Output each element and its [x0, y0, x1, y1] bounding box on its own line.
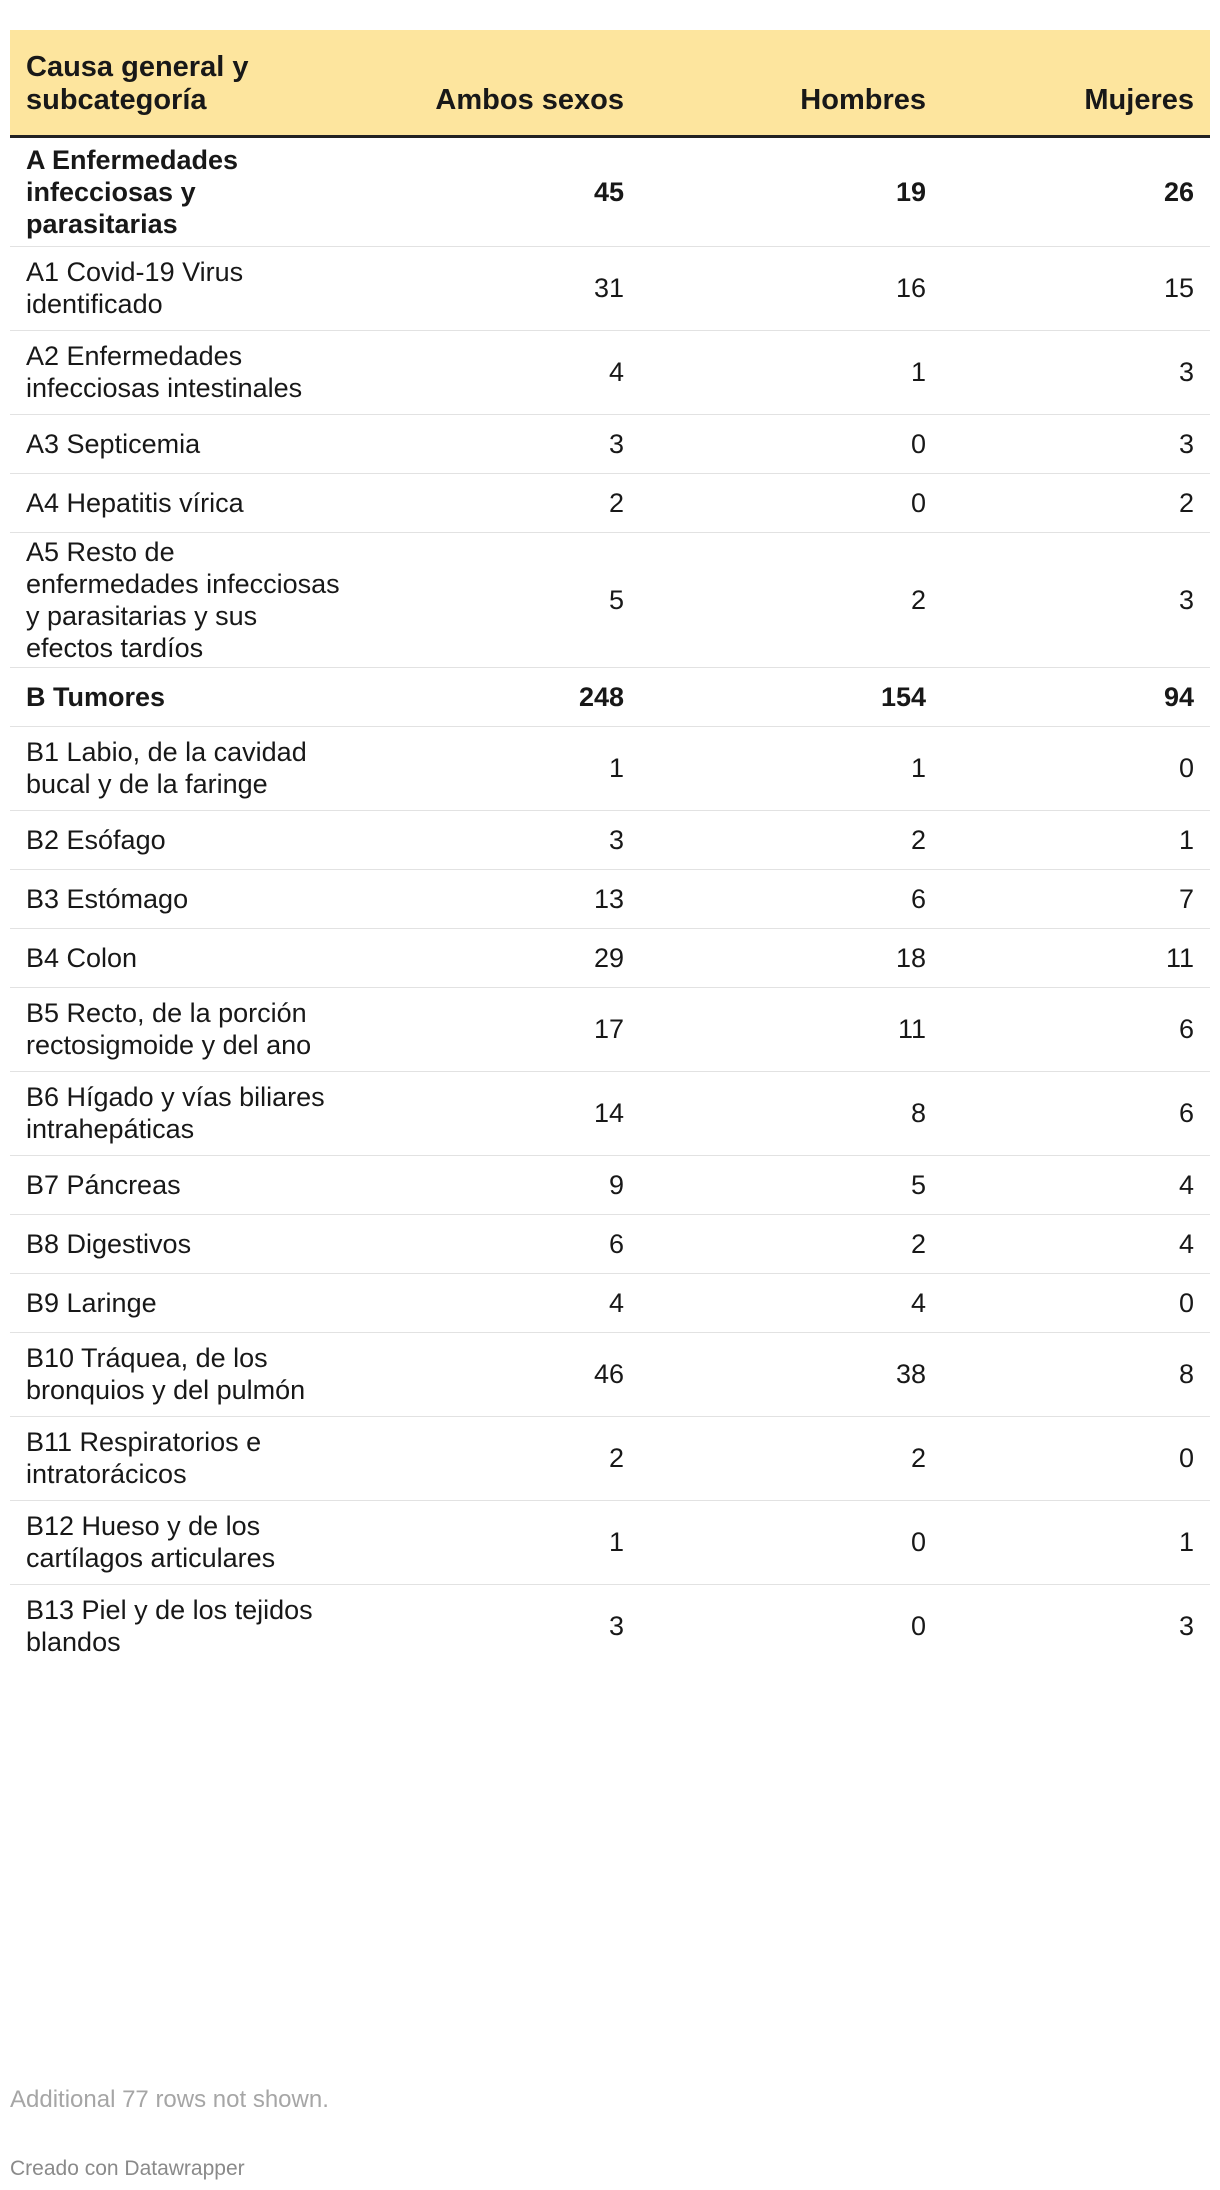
- both-sexes-cell: 1: [356, 1500, 640, 1584]
- both-sexes-cell: 3: [356, 414, 640, 473]
- women-cell: 3: [942, 532, 1210, 667]
- cause-cell: B1 Labio, de la cavidad bucal y de la faringe: [10, 726, 356, 810]
- column-header-cause[interactable]: Causa general y subcategoría: [10, 30, 356, 136]
- both-sexes-cell: 46: [356, 1332, 640, 1416]
- both-sexes-cell: 13: [356, 869, 640, 928]
- men-cell: 154: [640, 667, 942, 726]
- women-cell: 6: [942, 987, 1210, 1071]
- table-body: [10, 136, 1210, 1668]
- cause-cell: A1 Covid-19 Virus identificado: [10, 246, 356, 330]
- table-row: [10, 330, 1210, 414]
- men-cell: 2: [640, 1416, 942, 1500]
- data-table: [10, 30, 1210, 1668]
- women-cell: 1: [942, 810, 1210, 869]
- cause-cell: B5 Recto, de la porción rectosigmoide y del ano: [10, 987, 356, 1071]
- women-cell: 26: [942, 136, 1210, 246]
- cause-cell: B12 Hueso y de los cartílagos articulares: [10, 1500, 356, 1584]
- datawrapper-credit[interactable]: Creado con Datawrapper: [10, 2157, 245, 2180]
- header-row: [10, 30, 1210, 136]
- cause-cell: B13 Piel y de los tejidos blandos: [26, 1595, 313, 1658]
- table-row: [10, 726, 1210, 810]
- both-sexes-cell: 4: [356, 330, 640, 414]
- women-cell: 94: [942, 667, 1210, 726]
- women-cell: 15: [942, 246, 1210, 330]
- men-cell: 1: [640, 330, 942, 414]
- men-cell: 8: [640, 1071, 942, 1155]
- category-row: [10, 136, 1210, 246]
- column-header-both-sexes[interactable]: Ambos sexos: [356, 30, 640, 136]
- both-sexes-cell: 4: [356, 1273, 640, 1332]
- both-sexes-cell: 9: [356, 1155, 640, 1214]
- table-row: [10, 1273, 1210, 1332]
- column-header-men[interactable]: Hombres: [640, 30, 942, 136]
- men-cell: 5: [640, 1155, 942, 1214]
- women-cell: 4: [942, 1214, 1210, 1273]
- both-sexes-cell: 31: [356, 246, 640, 330]
- women-cell: 2: [942, 473, 1210, 532]
- cause-cell: A3 Septicemia: [10, 414, 356, 473]
- cause-cell: B4 Colon: [10, 928, 356, 987]
- column-header-women[interactable]: Mujeres: [942, 30, 1210, 136]
- women-cell: 1: [942, 1500, 1210, 1584]
- table-header: [10, 30, 1210, 136]
- women-cell: 3: [942, 414, 1210, 473]
- cause-cell: A5 Resto de enfermedades infecciosas y parasitarias y sus efectos tardíos: [10, 532, 356, 667]
- women-cell: 11: [942, 928, 1210, 987]
- rows-not-shown-note: Additional 77 rows not shown.: [10, 2086, 329, 2113]
- men-cell: 11: [640, 987, 942, 1071]
- cause-cell: B3 Estómago: [10, 869, 356, 928]
- table-row: [10, 1332, 1210, 1416]
- table-row: [10, 532, 1210, 667]
- table-row: [10, 473, 1210, 532]
- table-row: [10, 1584, 1210, 1668]
- table-row: [10, 414, 1210, 473]
- both-sexes-cell: 29: [356, 928, 640, 987]
- table-row: [10, 810, 1210, 869]
- table-row: [10, 987, 1210, 1071]
- cause-cell: B9 Laringe: [10, 1273, 356, 1332]
- cause-cell: B11 Respiratorios e intratorácicos: [10, 1416, 356, 1500]
- cause-cell: A4 Hepatitis vírica: [10, 473, 356, 532]
- table-row: [10, 1416, 1210, 1500]
- table-row: [10, 869, 1210, 928]
- men-cell: 2: [640, 810, 942, 869]
- table-row: [10, 928, 1210, 987]
- table-row: [10, 1500, 1210, 1584]
- table-row: [10, 1155, 1210, 1214]
- men-cell: 0: [640, 473, 942, 532]
- both-sexes-cell: 1: [356, 726, 640, 810]
- women-cell: 3: [942, 330, 1210, 414]
- men-cell: 18: [640, 928, 942, 987]
- women-cell: 0: [942, 1416, 1210, 1500]
- men-cell: 2: [640, 1214, 942, 1273]
- women-cell: 0: [942, 726, 1210, 810]
- cause-cell: B8 Digestivos: [10, 1214, 356, 1273]
- both-sexes-cell: 5: [356, 532, 640, 667]
- men-cell: 4: [640, 1273, 942, 1332]
- both-sexes-cell: 2: [356, 1416, 640, 1500]
- both-sexes-cell: 3: [608, 1611, 624, 1642]
- women-cell: 6: [942, 1071, 1210, 1155]
- both-sexes-cell: 6: [356, 1214, 640, 1273]
- cause-cell: B10 Tráquea, de los bronquios y del pulmón: [10, 1332, 356, 1416]
- both-sexes-cell: 17: [356, 987, 640, 1071]
- women-cell: 3: [1178, 1611, 1194, 1642]
- women-cell: 7: [942, 869, 1210, 928]
- both-sexes-cell: 14: [356, 1071, 640, 1155]
- cause-cell: B6 Hígado y vías biliares intrahepáticas: [10, 1071, 356, 1155]
- cause-cell: A Enfermedades infecciosas y parasitarias: [10, 136, 356, 246]
- men-cell: 0: [640, 414, 942, 473]
- men-cell: 16: [640, 246, 942, 330]
- women-cell: 4: [942, 1155, 1210, 1214]
- men-cell: 0: [910, 1611, 926, 1642]
- table-row: [10, 1214, 1210, 1273]
- women-cell: 8: [942, 1332, 1210, 1416]
- both-sexes-cell: 248: [356, 667, 640, 726]
- cause-cell: B7 Páncreas: [10, 1155, 356, 1214]
- men-cell: 19: [640, 136, 942, 246]
- cause-cell: A2 Enfermedades infecciosas intestinales: [10, 330, 356, 414]
- men-cell: 2: [640, 532, 942, 667]
- men-cell: 6: [640, 869, 942, 928]
- men-cell: 0: [640, 1500, 942, 1584]
- cause-cell: B Tumores: [10, 667, 356, 726]
- both-sexes-cell: 2: [356, 473, 640, 532]
- both-sexes-cell: 3: [356, 810, 640, 869]
- cause-cell: B2 Esófago: [10, 810, 356, 869]
- men-cell: 1: [640, 726, 942, 810]
- table-row: [10, 1071, 1210, 1155]
- category-row: [10, 667, 1210, 726]
- both-sexes-cell: 45: [356, 136, 640, 246]
- table-row: [10, 246, 1210, 330]
- men-cell: 38: [640, 1332, 942, 1416]
- women-cell: 0: [942, 1273, 1210, 1332]
